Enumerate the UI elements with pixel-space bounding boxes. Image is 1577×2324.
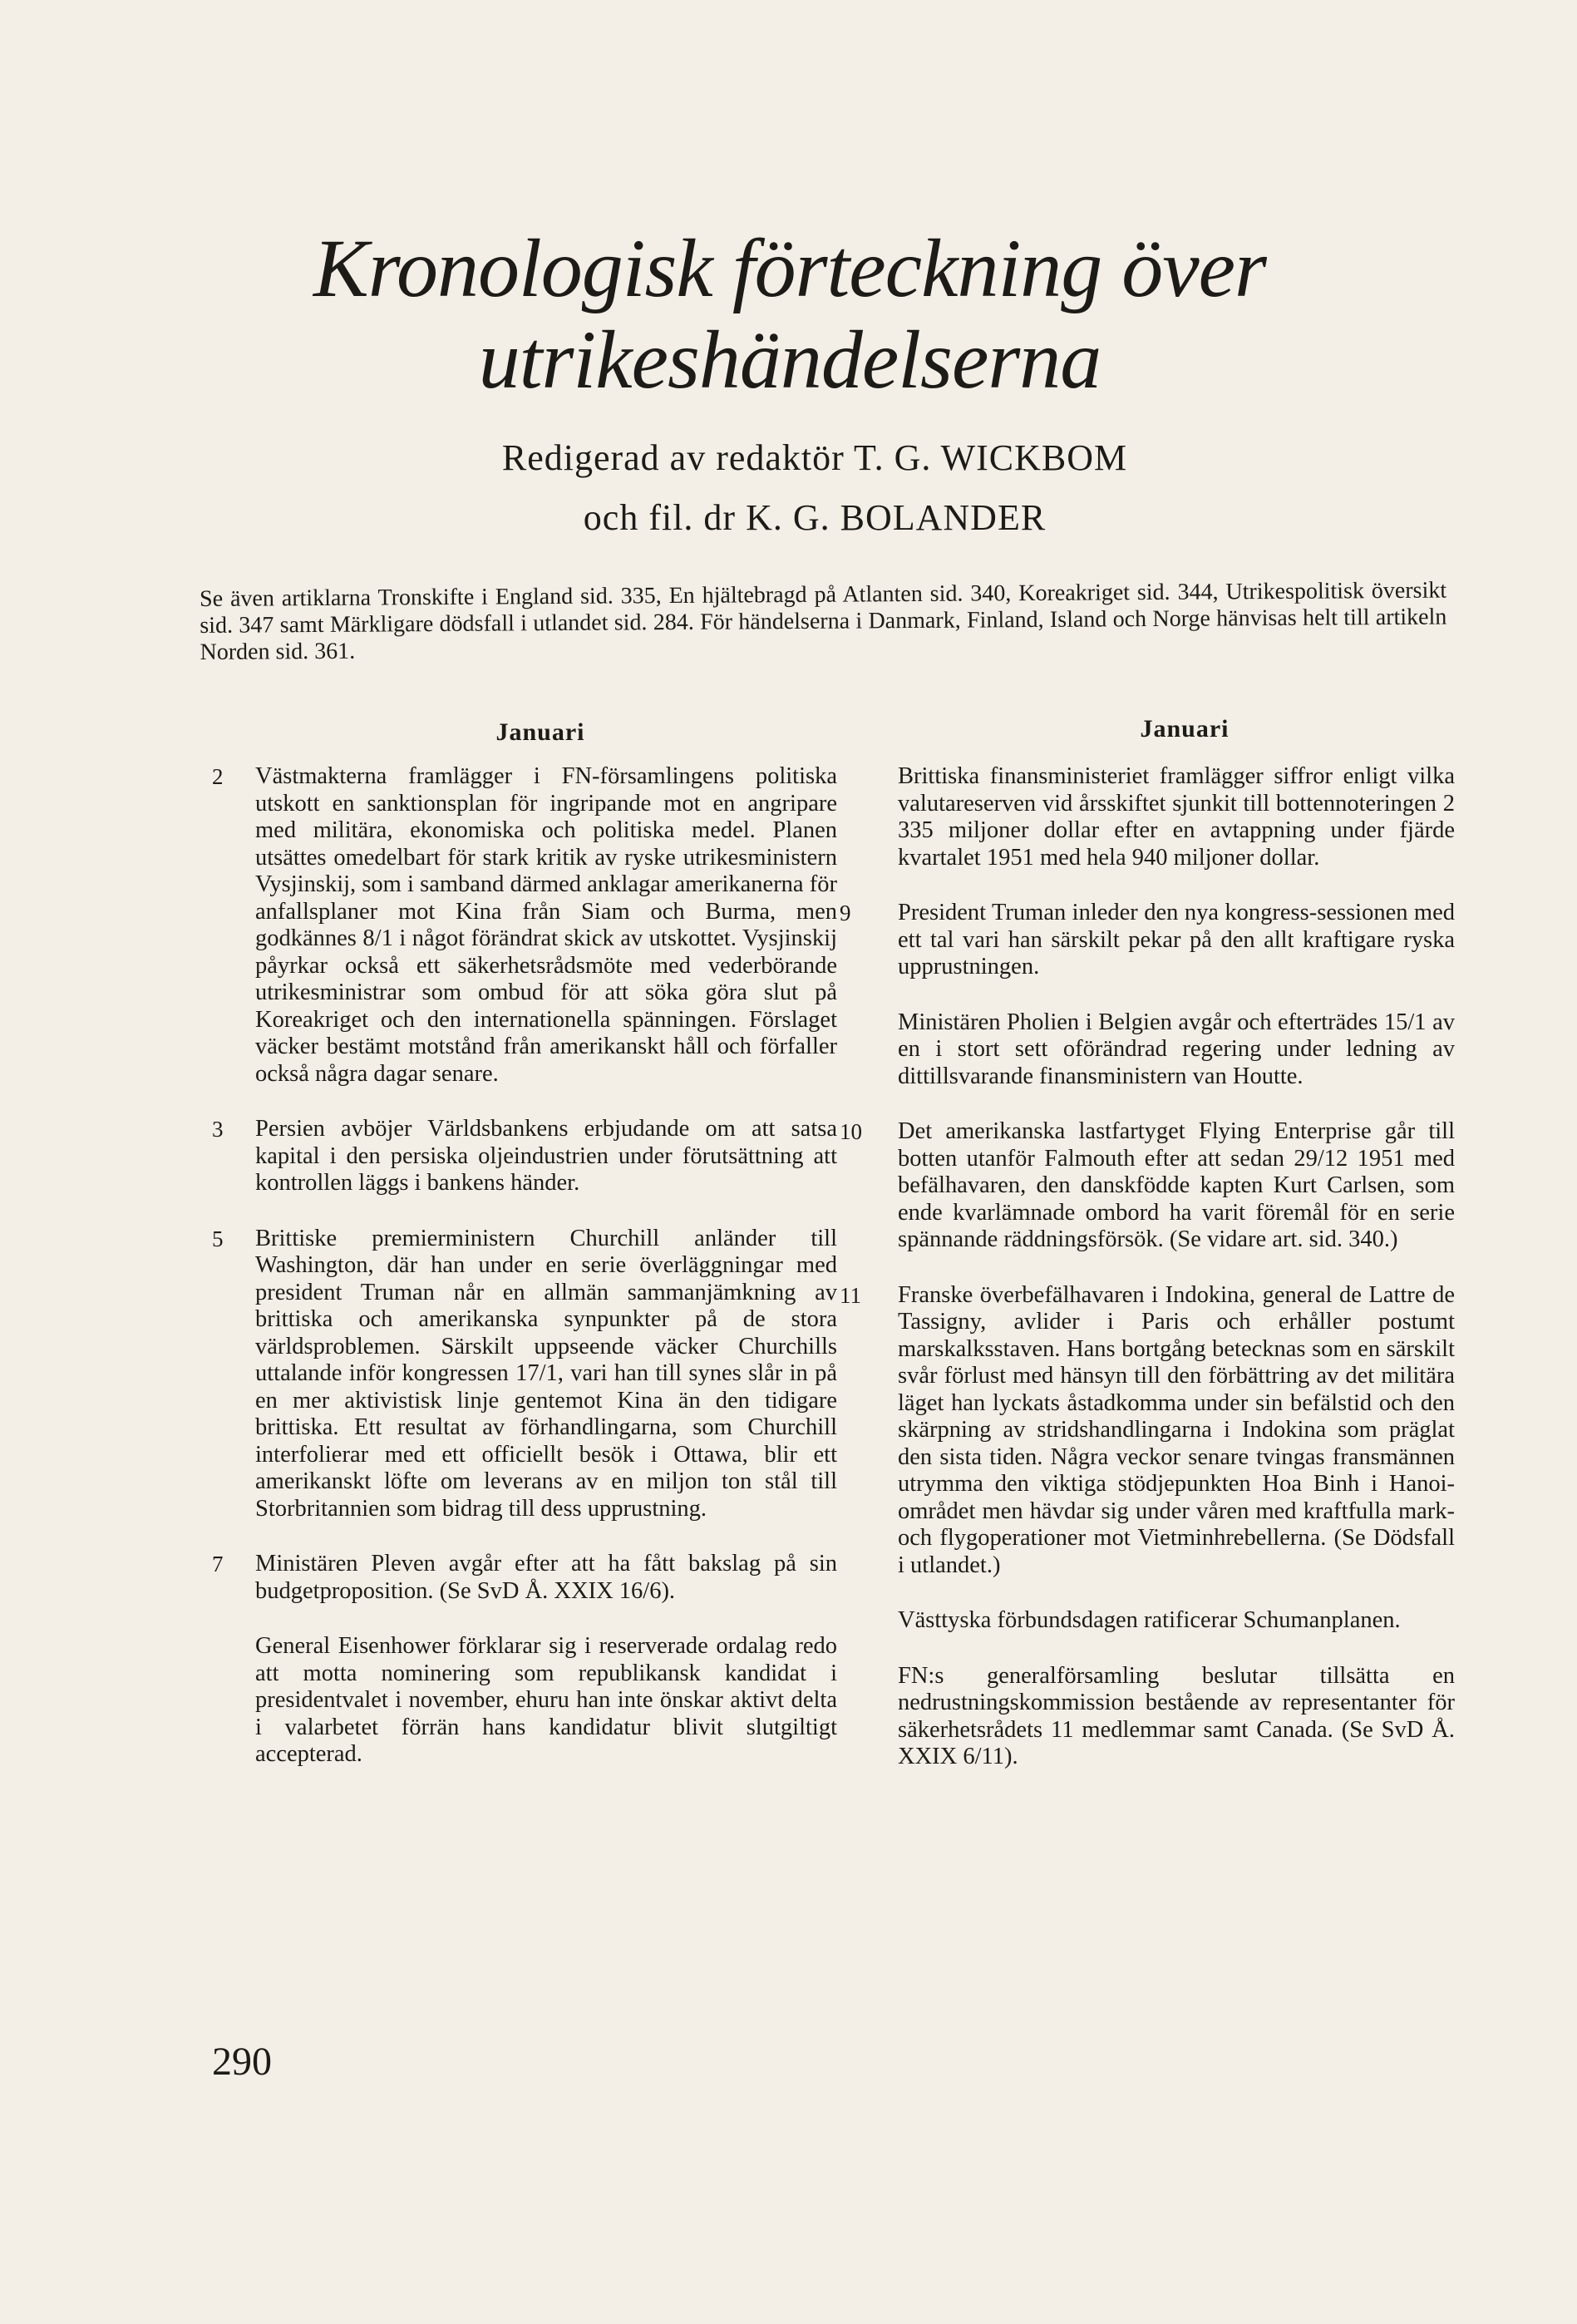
entry-day: 2	[212, 764, 224, 789]
chronology-entry	[840, 1663, 1471, 1771]
page-number: 290	[212, 2040, 272, 2084]
chronology-entry	[840, 1118, 1471, 1254]
entry-text: Västtyska förbundsdagen ratificerar Schumanplanen.	[898, 1607, 1401, 1633]
page-title-line-1: Kronologisk förteckning över	[313, 222, 1266, 314]
chronology-entry	[840, 1607, 1471, 1635]
editor-line-2: och fil. dr K. G. BOLANDER	[583, 497, 1047, 538]
entry-text: FN:s generalförsamling beslutar tillsätta en nedrustningskommission bestående av representanter för säkerhetsrådets 11 medlemmar samt Canada. (Se SvD Å. XXIX 6/11).	[898, 1662, 1455, 1769]
entry-text: Ministären Pleven avgår efter att ha fått bakslag på sin budgetproposition. (Se SvD Å. XXIX 16/6).	[255, 1551, 837, 1604]
chronology-entry	[212, 1226, 844, 1523]
chronology-entry	[840, 900, 1471, 981]
left-column-heading: Januari	[495, 718, 585, 746]
entry-text: Brittiske premierministern Churchill anländer till Washington, där han under en serie överläggningar med president Truman når en allmän sammanjämkning av brittiska och amerikanska synpunkter på de stora världsproblemen. Särskilt uppseende väcker Churchills uttalande inför kongressen 17/1, vari han till synes slår in på en mer aktivistisk linje gentemot Kina än den tidigare brittiska. Ett resultat av förhandlingarna, som Churchill interfolierar med ett officiellt besök i Ottawa, blir ett amerikanskt löfte om leverans av en miljon ton stål till Storbritannien som bidrag till dess upprustning.	[255, 1225, 837, 1522]
chronology-entry	[212, 1551, 844, 1605]
entry-text: President Truman inleder den nya kongress-sessionen med ett tal vari han särskilt pekar på den allt kraftigare ryska upprustningen.	[898, 900, 1455, 979]
chronology-entry	[840, 1009, 1471, 1091]
chronology-entry	[212, 1116, 844, 1197]
entry-text: Västmakterna framlägger i FN-församlingens politiska utskott en sanktionsplan för ingripande mot en angripare med militära, ekonomiska och politiska medel. Planen utsättes omedelbart för stark kritik av ryske utrikesministern Vysjinskij, som i samband därmed anklagar amerikanerna för anfallsplaner mot Kina från Siam och Burma, men godkännes 8/1 i något förändrat skick av utskottet. Vysjinskij påyrkar också ett säkerhetsrådsmöte med vederbörande utrikesministrar som ombud för att söka göra slut på Koreakriget och den internationella spänningen. Förslaget väcker bestämt motstånd från amerikanskt håll och förfaller också några dagar senare.	[255, 763, 837, 1087]
entry-text: Franske överbefälhavaren i Indokina, general de Lattre de Tassigny, avlider i Paris och erhåller postumt marskalksstaven. Hans bortgång betecknas som en särskilt svår förlust med hänsyn till den förbättring av det militära läget han lyckats åstadkomma under sin befälstid och den skärpning av stridshandlingarna i Indokina som präglat den sista tiden. Några veckor senare tvingas fransmännen utrymma den viktiga stödjepunkten Hoa Binh i Hanoi-området men hävdar sig under våren med kraftfulla mark- och flygoperationer mot Vietminhrebellerna. (Se Dödsfall i utlandet.)	[898, 1281, 1455, 1578]
chronology-entry	[840, 763, 1471, 871]
entry-text: Brittiska finansministeriet framlägger siffror enligt vilka valutareserven vid årsskiftet sjunkit till bottennoteringen 2 335 miljoner dollar efter en avtappning under fjärde kvartalet 1951 med hela 940 miljoner dollar.	[898, 763, 1455, 871]
cross-reference-note: Se även artiklarna Tronskifte i England sid. 335, En hjältebragd på Atlanten sid. 340, Koreakriget sid. 344, Utrikespolitisk översikt sid. 347 samt Märkligare dödsfall i utlandet sid. 284. För händelserna i Danmark, Finland, Island och Norge hänvisas helt till artikeln Norden sid. 361.	[200, 577, 1447, 665]
entry-text: Ministären Pholien i Belgien avgår och efterträdes 15/1 av en i stort sett oförändrad regering under ledning av dittillsvarande finansministern van Houtte.	[898, 1009, 1455, 1089]
right-column-heading: Januari	[1140, 715, 1230, 743]
entry-text: Det amerikanska lastfartyget Flying Enterprise går till botten utanför Falmouth efter att sedan 29/12 1951 med befälhavaren, den danskfödde kapten Kurt Carlsen, som ende kvarlämnade ombord ha varit föremål för en serie spännande räddningsförsök. (Se vidare art. sid. 340.)	[898, 1118, 1455, 1252]
editor-line-1: Redigerad av redaktör T. G. WICKBOM	[501, 437, 1128, 478]
entry-day: 11	[840, 1282, 861, 1308]
page-title-line-2: utrikeshändelserna	[478, 313, 1101, 406]
chronology-entry	[212, 763, 844, 1088]
left-column	[212, 763, 844, 1797]
entry-text: General Eisenhower förklarar sig i reserverade ordalag redo att motta nominering som republikansk kandidat i presidentvalet i november, ehuru han inte önskar aktivt delta i valarbetet förrän hans kandidatur blivit slutgiltigt accepterad.	[255, 1633, 837, 1767]
chronology-entry	[840, 1282, 1471, 1580]
entry-text: Persien avböjer Världsbankens erbjudande om att satsa kapital i den persiska oljeindustrien under förutsättning att kontrollen läggs i bankens händer.	[255, 1116, 837, 1196]
chronology-entry	[212, 1633, 844, 1769]
entry-day: 5	[212, 1226, 224, 1251]
right-column	[840, 763, 1471, 1799]
entry-day: 10	[840, 1119, 862, 1144]
entry-day: 3	[212, 1117, 224, 1142]
entry-day: 7	[212, 1552, 224, 1576]
entry-day: 9	[840, 900, 851, 925]
